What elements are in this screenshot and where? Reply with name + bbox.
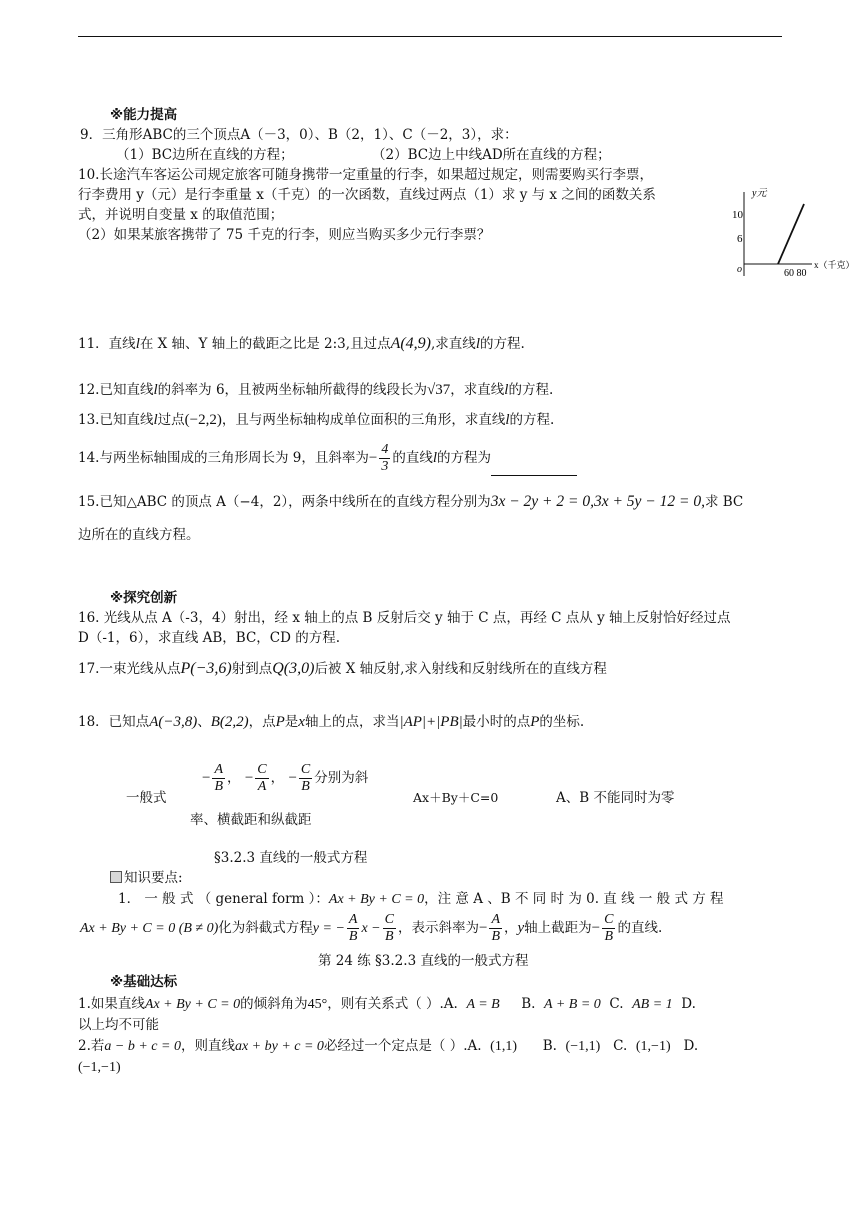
b1-label-b: B.	[521, 996, 536, 1012]
q13-text-c: 过点	[157, 412, 185, 428]
q12-var-l2: l	[504, 382, 509, 398]
q14-answer-blank[interactable]	[491, 461, 577, 476]
table-frac-1	[212, 762, 225, 795]
k2-frac-2-num: C	[384, 912, 394, 927]
b1-text-a: 1.如果直线	[78, 996, 145, 1012]
section-explore: ※探究创新	[110, 590, 178, 606]
k2-frac-3	[489, 912, 502, 945]
q18-var-p2: P	[530, 714, 540, 730]
graph-y-tick-10: 10	[732, 209, 743, 221]
b2-text-c: 必经过一个定点是（ ）.A.	[323, 1038, 482, 1054]
q15-text-b: 求 BC	[704, 494, 744, 510]
q14-var-l: l	[432, 450, 437, 466]
q18-text-i: 轴上的点，求当	[304, 714, 400, 730]
knowledge-heading	[110, 869, 183, 887]
b2-text-a: 2.若	[78, 1038, 105, 1054]
q14-text-b: 的直线	[392, 450, 433, 466]
q17	[78, 660, 607, 678]
b2-equation-2: ax + by + c = 0	[234, 1039, 324, 1054]
q13	[78, 411, 554, 429]
q17-text-e: 后被 X 轴反射,求入射线和反射线所在的直线方程	[314, 661, 607, 677]
q14-text-d: 的方程为	[437, 450, 491, 466]
q18-text-m: 的坐标.	[539, 714, 585, 730]
q9-sub2: （2）BC边上中线AD所在直线的方程；	[372, 147, 611, 163]
k2-x-minus: x −	[361, 921, 381, 936]
k2-frac-2	[383, 912, 396, 945]
b1-text-c: ，则有关系式（ ）.A.	[327, 996, 458, 1012]
table-frac-3	[299, 762, 312, 795]
b2-text-b: ，则直线	[180, 1038, 235, 1054]
q17-text-c: 射到点	[231, 661, 273, 677]
table-frac-3-num: C	[300, 762, 311, 777]
q10-line1: 10.长途汽车客运公司规定旅客可随身携带一定重量的行李，如果超过规定，则需要购买行李票，	[78, 167, 653, 183]
q10-line4: （2）如果某旅客携带了 75 千克的行李，则应当购买多少元行李票？	[78, 227, 491, 243]
k2-frac-1	[347, 912, 360, 945]
k2-frac-3-den: B	[491, 929, 500, 944]
b2-option-b: (−1,1)	[565, 1039, 601, 1054]
graph-y-label: y元	[752, 188, 767, 199]
q14-num: 4	[381, 442, 389, 457]
b1-option-c: AB = 1	[632, 997, 673, 1012]
q18	[78, 713, 584, 731]
q14-minus: −	[368, 450, 378, 466]
title-general-form: §3.2.3 直线的一般式方程	[214, 850, 368, 866]
b1-label-d: D.	[681, 996, 696, 1012]
q18-var-p: P	[275, 714, 285, 730]
k2-frac-1-num: A	[348, 912, 358, 927]
q12-text-g: 的方程.	[508, 382, 554, 398]
q12-text-a: 12.已知直线	[78, 382, 154, 398]
k2-text-d: ，表示斜率为	[397, 920, 479, 936]
b2-label-d: D.	[683, 1038, 699, 1054]
k2-frac-4-den: B	[604, 929, 614, 944]
b1-line2: 以上均不可能	[78, 1017, 159, 1033]
q11-text-c: 在 X 轴、Y 轴上的截距之比是 2:3,且过点	[139, 336, 391, 352]
table-label: 一般式	[126, 790, 167, 806]
b1-angle: 45°	[307, 997, 328, 1012]
b1-text-b: 的倾斜角为	[240, 996, 308, 1012]
k1	[118, 890, 724, 909]
knowledge-icon	[110, 871, 122, 883]
q13-point: (−2,2)	[184, 412, 222, 428]
k2-text-i: 轴上截距为	[524, 920, 592, 936]
k2-frac-3-num: A	[491, 912, 500, 927]
k2-frac-2-den: B	[385, 929, 394, 944]
k2-minus-1: −	[478, 920, 488, 936]
q17-text-a: 17.一束光线从点	[78, 661, 181, 677]
title-practice-24: 第 24 练 §3.2.3 直线的一般式方程	[318, 953, 529, 969]
luggage-fee-graph	[732, 180, 855, 285]
table-frac-1-den: B	[214, 779, 224, 794]
q18-var-x: x	[298, 714, 305, 730]
k2-var-y: y	[517, 920, 525, 936]
q18-text-k: 最小时的点	[462, 714, 531, 730]
q18-point-a: A(−3,8)	[149, 714, 198, 730]
q11-var-l2: l	[475, 336, 480, 352]
q15-text-a: 15.已知△ABC 的顶点 A（−4，2），两条中线所在的直线方程分别为	[78, 494, 491, 510]
q15-line2: 边所在的直线方程。	[78, 527, 200, 543]
table-condition: A、B 不能同时为零	[556, 790, 675, 806]
b2-label-c: C.	[613, 1038, 628, 1054]
q13-var-l: l	[153, 412, 158, 428]
q11-text-g: 的方程.	[479, 336, 525, 352]
k2-text-k: 的直线.	[617, 920, 663, 936]
q18-text-g: 是	[284, 714, 299, 730]
section-basic: ※基础达标	[110, 974, 178, 990]
k2-text-g: ，	[504, 920, 518, 936]
k2	[80, 910, 662, 947]
table-frac-3-den: B	[301, 779, 310, 794]
b2-option-c: (1,−1)	[635, 1039, 671, 1054]
b1-equation: Ax + By + C = 0	[144, 997, 241, 1012]
q17-point-p: P(−3,6)	[180, 660, 232, 677]
q18-text-a: 18．已知点	[78, 714, 150, 730]
k2-text-b: 化为斜截式方程	[218, 920, 313, 936]
graph-x-ticks: 60 80	[784, 268, 807, 279]
k1-text-b: ，注 意 A 、B 不 同 时 为 0. 直 线 一 般 式 方 程	[424, 891, 724, 907]
q18-expression: |AP|+|PB|	[399, 714, 463, 730]
q14-den: 3	[381, 459, 389, 474]
k2-frac-4-num: C	[604, 912, 614, 927]
q13-text-e: ，且与两坐标轴构成单位面积的三角形，求直线	[221, 412, 506, 428]
section-ability: ※能力提高	[110, 107, 178, 123]
q12-sqrt37: √37	[427, 382, 451, 398]
q15-equations: 3x − 2y + 2 = 0,3x + 5y − 12 = 0,	[490, 493, 705, 510]
table-tail: 分别为斜	[314, 770, 369, 786]
graph-x-label: x（千克）	[814, 260, 855, 270]
q11-var-l: l	[135, 336, 140, 352]
k1-text-a: 1． 一 般 式 （ general form ）：	[118, 891, 329, 907]
b1-label-c: C.	[609, 996, 624, 1012]
q12-text-c: 的斜率为 6，且被两坐标轴所截得的线段长为	[157, 382, 428, 398]
q18-text-c: 、	[197, 714, 211, 730]
k2-equation: Ax + By + C = 0 (B ≠ 0)	[80, 921, 219, 936]
k2-y-eq: y = −	[312, 921, 345, 936]
b2-equation-1: a − b + c = 0	[104, 1039, 181, 1054]
q18-point-b: B(2,2)	[210, 714, 249, 730]
q10-line2: 行李费用 y（元）是行李重量 x（千克）的一次函数，直线过两点（1）求 y 与 x 之间的函数关系	[78, 187, 656, 203]
b2-option-a: (1,1)	[490, 1039, 517, 1054]
graph-y-tick-6: 6	[737, 233, 743, 245]
k2-frac-1-den: B	[348, 929, 358, 944]
q18-text-e: ，点	[248, 714, 276, 730]
q12-text-e: ，求直线	[450, 382, 505, 398]
q13-text-a: 13.已知直线	[78, 412, 154, 428]
q14-fraction	[379, 442, 390, 475]
q11-text-e: ,求直线	[431, 336, 476, 352]
b2-line2	[78, 1058, 121, 1077]
q12	[78, 381, 553, 399]
q11-point-a: A(4,9)	[390, 335, 432, 352]
q11-text-a: 11．直线	[78, 336, 136, 352]
q16-line1: 16. 光线从点 A（-3，4）射出，经 x 轴上的点 B 反射后交 y 轴于 C 点，再经 C 点从 y 轴上反射恰好经过点	[78, 610, 731, 626]
q17-point-q: Q(3,0)	[272, 660, 315, 677]
table-equation: Ax＋By＋C=0	[413, 790, 499, 805]
b1-option-b: A + B = 0	[544, 997, 601, 1012]
q9-sub1: （1）BC边所在直线的方程；	[116, 147, 294, 163]
b2	[78, 1037, 698, 1056]
table-frac-2-num: C	[257, 762, 267, 777]
table-fractions: − $\frac{A}{B}$ ， − $\frac{C}{A}$ ， − $\frac{C}{B}$ 分别为斜	[202, 762, 369, 794]
k2-minus-2: −	[591, 920, 601, 936]
graph-origin: o	[737, 264, 742, 275]
q13-text-g: 的方程.	[509, 412, 555, 428]
q12-var-l: l	[153, 382, 158, 398]
b2-option-d: (−1,−1)	[78, 1060, 121, 1075]
k1-equation: Ax + By + C = 0	[328, 892, 425, 907]
q11	[78, 335, 525, 353]
q14	[78, 440, 577, 476]
q15	[78, 493, 743, 511]
q13-var-l2: l	[505, 412, 510, 428]
table-frac-2	[255, 762, 268, 795]
table-frac-1-num: A	[214, 762, 224, 777]
q14-text-a: 14.与两坐标轴围成的三角形周长为 9，且斜率为	[78, 450, 369, 466]
header-rule	[78, 36, 782, 37]
q9-stem: 9．三角形ABC的三个顶点A（－3，0）、B（2，1）、C（－2，3），求：	[80, 127, 518, 143]
q10-line3: 式，并说明自变量 x 的取值范围；	[78, 207, 284, 223]
table-line2: 率、横截距和纵截距	[190, 812, 312, 828]
q16-line2: D（-1，6），求直线 AB，BC，CD 的方程.	[78, 630, 341, 646]
b1	[78, 995, 696, 1014]
k2-frac-4	[602, 912, 615, 945]
table-frac-2-den: A	[257, 779, 267, 794]
b1-option-a: A = B	[466, 997, 500, 1012]
b2-label-b: B.	[542, 1038, 557, 1054]
knowledge-title: 知识要点:	[124, 870, 183, 886]
graph-fee-line	[778, 204, 804, 264]
